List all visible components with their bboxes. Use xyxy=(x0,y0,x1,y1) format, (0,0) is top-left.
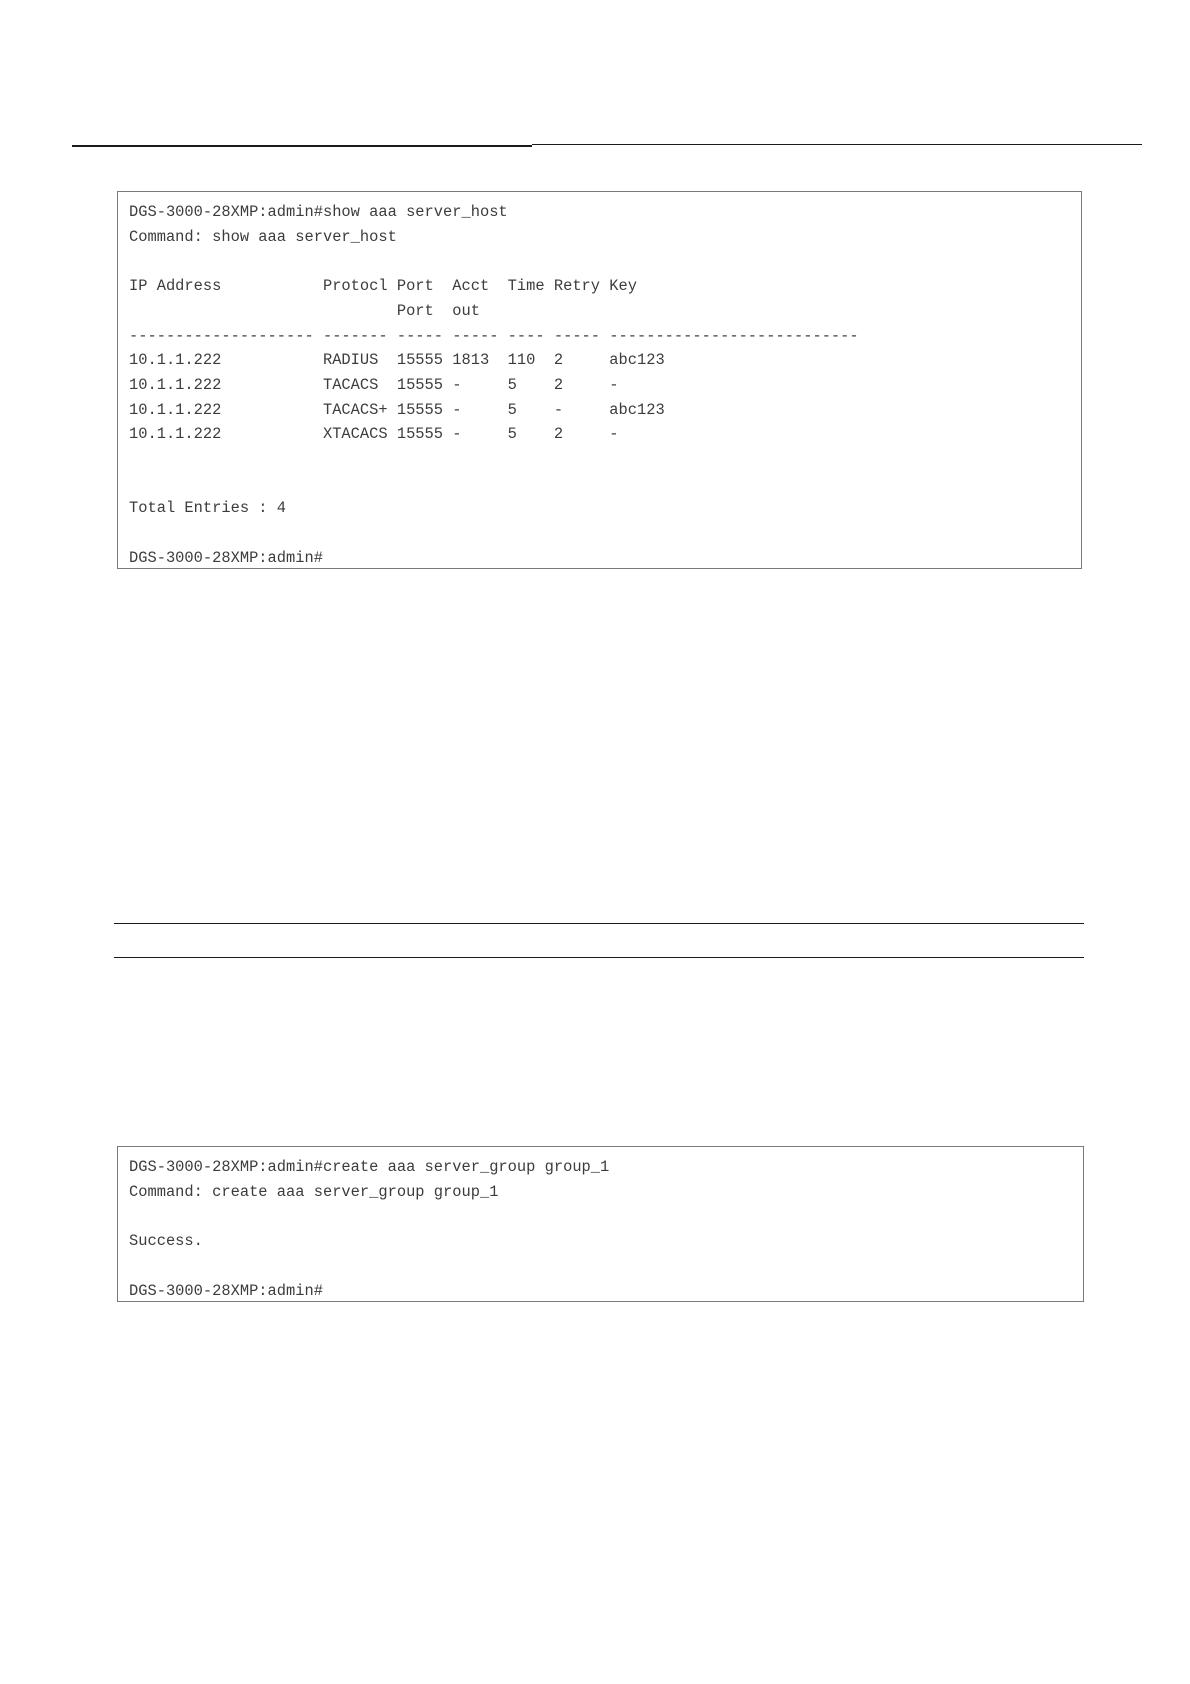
console-output-show-server-host xyxy=(117,191,1082,569)
table-header-line: IP Address Protocl Port Acct Time Retry Key xyxy=(129,277,637,296)
console-line: DGS-3000-28XMP:admin#show aaa server_host xyxy=(129,203,508,221)
console-prompt-line: DGS-3000-28XMP:admin# xyxy=(129,1281,323,1300)
table-header-line: Port out xyxy=(129,301,480,320)
section-rule xyxy=(114,957,1084,958)
console-line: Command: create aaa server_group group_1 xyxy=(129,1182,499,1201)
console-prompt-line: DGS-3000-28XMP:admin# xyxy=(129,548,323,567)
header-rule xyxy=(72,145,532,147)
console-line: Command: show aaa server_host xyxy=(129,227,397,246)
table-row: 10.1.1.222 XTACACS 15555 - 5 2 - xyxy=(129,425,619,444)
table-row: 10.1.1.222 TACACS+ 15555 - 5 - abc123 xyxy=(129,400,665,419)
header-rule xyxy=(532,144,1142,145)
table-row: 10.1.1.222 RADIUS 15555 1813 110 2 abc123 xyxy=(129,351,665,370)
table-separator-line: -------------------- ------- ----- ----- ---- ----- --------------------------- xyxy=(129,326,859,345)
success-line: Success. xyxy=(129,1232,203,1251)
table-row: 10.1.1.222 TACACS 15555 - 5 2 - xyxy=(129,375,619,394)
total-entries-line: Total Entries : 4 xyxy=(129,499,287,518)
console-output-create-server-group xyxy=(117,1146,1084,1302)
console-line: DGS-3000-28XMP:admin#create aaa server_group group_1 xyxy=(129,1158,610,1176)
section-rule xyxy=(114,923,1084,924)
